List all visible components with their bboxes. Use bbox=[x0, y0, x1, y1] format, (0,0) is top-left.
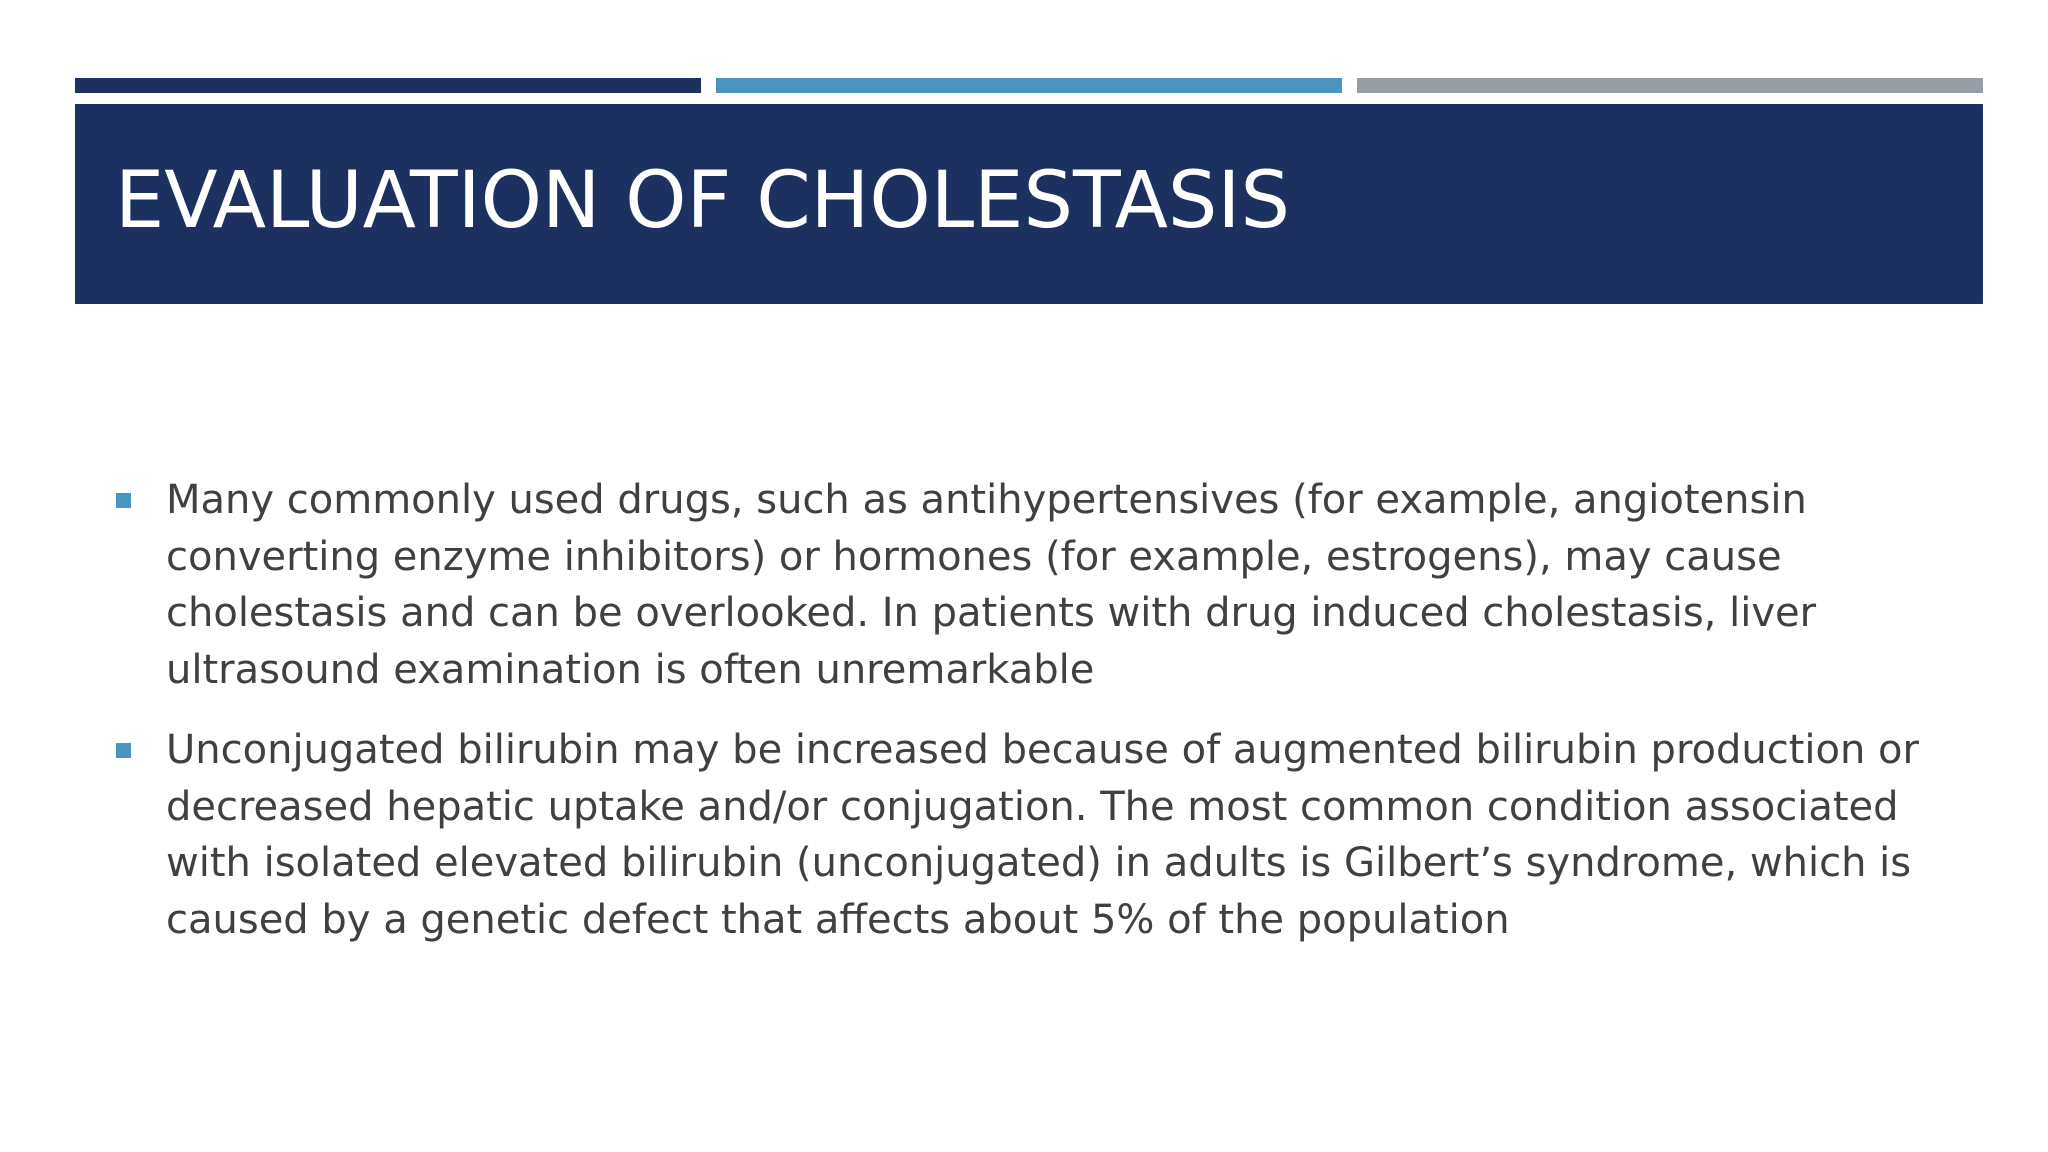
accent-bar-dark bbox=[75, 78, 701, 93]
square-bullet-icon bbox=[116, 743, 131, 758]
square-bullet-icon bbox=[116, 493, 131, 508]
bullet-item bbox=[116, 722, 1956, 948]
bullet-item bbox=[116, 472, 1956, 698]
bullet-text: Unconjugated bilirubin may be increased because of augmented bilirubin production or decreased hepatic uptake and/or conjugation. The most common condition associated with isolated elevated bilirubin (unconjugated) in adults is Gilbert’s syndrome, which is caused by a genetic defect that affects about 5% of the population bbox=[166, 727, 1919, 943]
title-band bbox=[75, 104, 1983, 304]
slide-title: EVALUATION OF CHOLESTASIS bbox=[115, 156, 1290, 246]
bullet-list bbox=[116, 472, 1956, 972]
accent-bar-blue bbox=[716, 78, 1342, 93]
accent-bar-gray bbox=[1357, 78, 1983, 93]
bullet-text: Many commonly used drugs, such as antihypertensives (for example, angiotensin converting enzyme inhibitors) or hormones (for example, estrogens), may cause cholestasis and can be overlooked. In patients with drug induced cholestasis, liver ultrasound examination is often unremarkable bbox=[166, 477, 1817, 693]
